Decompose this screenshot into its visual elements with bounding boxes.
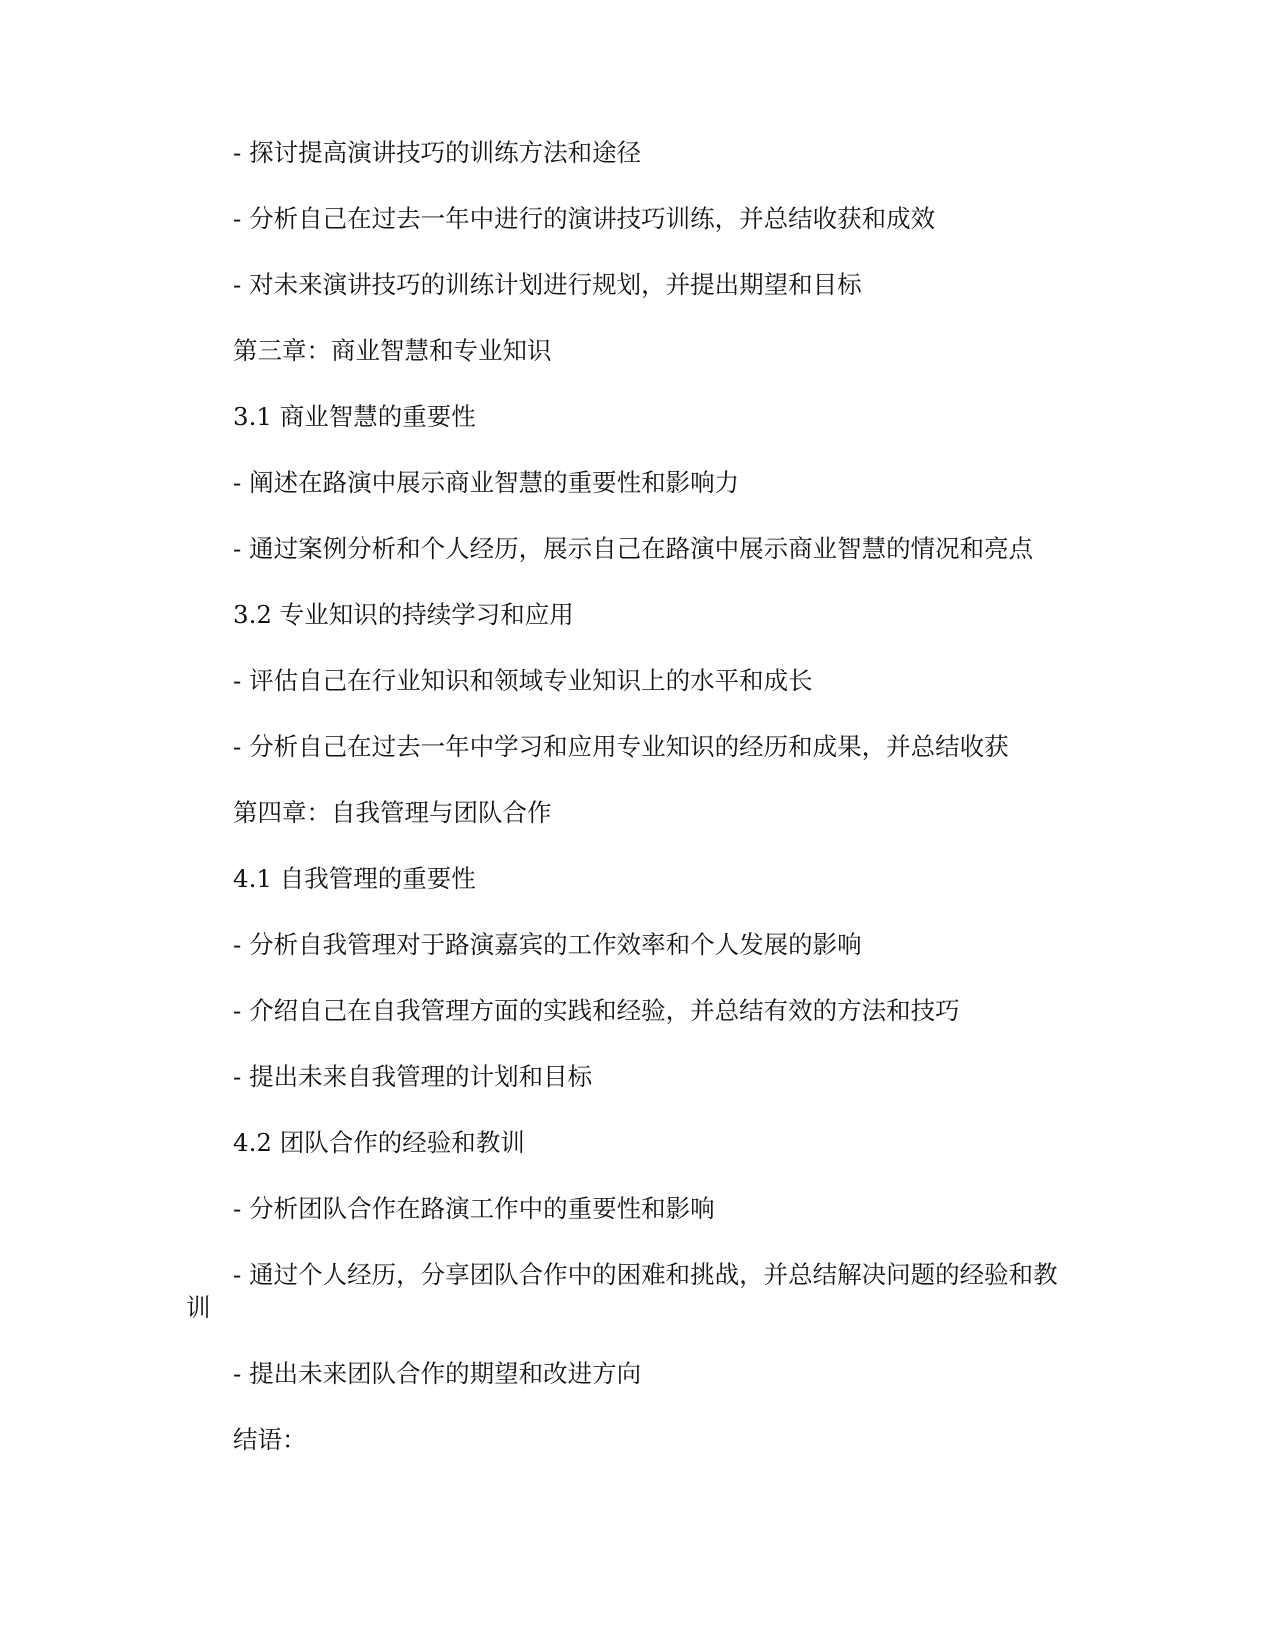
paragraph: - 提出未来团队合作的期望和改进方向 [233,1359,642,1388]
paragraph: - 分析团队合作在路演工作中的重要性和影响 [233,1194,715,1223]
paragraph: - 评估自己在行业知识和领域专业知识上的水平和成长 [233,666,813,695]
section-heading: 3.1 商业智慧的重要性 [233,402,476,431]
paragraph: - 对未来演讲技巧的训练计划进行规划，并提出期望和目标 [233,270,862,299]
chapter-heading: 第四章：自我管理与团队合作 [233,798,552,827]
paragraph: - 分析自己在过去一年中进行的演讲技巧训练，并总结收获和成效 [233,204,936,233]
section-heading: 4.1 自我管理的重要性 [233,864,476,893]
conclusion-heading: 结语： [233,1425,307,1454]
paragraph: - 通过案例分析和个人经历，展示自己在路演中展示商业智慧的情况和亮点 [233,534,1034,563]
paragraph: - 提出未来自我管理的计划和目标 [233,1062,593,1091]
chapter-heading: 第三章：商业智慧和专业知识 [233,336,552,365]
section-heading: 3.2 专业知识的持续学习和应用 [233,600,574,629]
section-heading: 4.2 团队合作的经验和教训 [233,1128,525,1157]
paragraph: - 阐述在路演中展示商业智慧的重要性和影响力 [233,468,740,497]
paragraph: - 分析自己在过去一年中学习和应用专业知识的经历和成果，并总结收获 [233,732,1009,761]
document-body [186,136,1074,1489]
paragraph: - 分析自我管理对于路演嘉宾的工作效率和个人发展的影响 [233,930,862,959]
paragraph: - 通过个人经历，分享团队合作中的困难和挑战，并总结解决问题的经验和教训 [186,1260,1058,1322]
paragraph: - 探讨提高演讲技巧的训练方法和途径 [233,138,642,167]
paragraph: - 介绍自己在自我管理方面的实践和经验，并总结有效的方法和技巧 [233,996,960,1025]
